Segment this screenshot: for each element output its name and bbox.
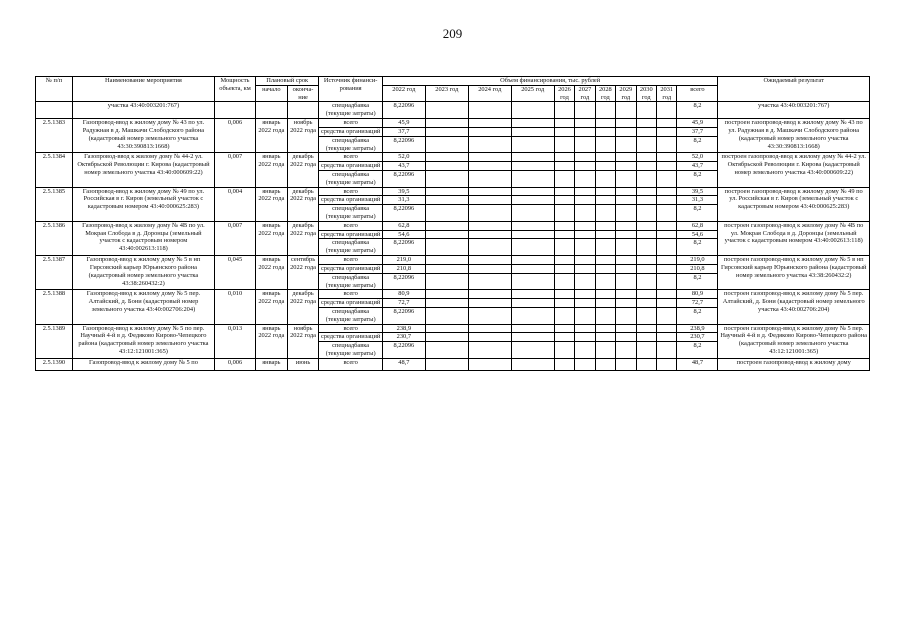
row-result: построен газопровод-ввод к жилому дому № 5 пер. Научный 4-й в д. Федяково Кирово-Чепецкого района (кадастровый номер земельного участка 43:12:121001:365): [718, 324, 870, 358]
header-name: Наименование мероприятия: [72, 77, 214, 102]
cell-2022: 52,0: [382, 153, 425, 162]
row-source-org: средства организаций: [319, 264, 382, 273]
cell-2022: 31,3: [382, 196, 425, 205]
cell-total: 37,7: [677, 127, 718, 136]
header-term-end: оконча-ние: [287, 85, 319, 102]
header-year: 2031 год: [657, 85, 677, 102]
row-source: спецнадбавка (текущие затраты): [319, 102, 382, 119]
row-source-all: всего: [319, 187, 382, 196]
row-end: сентябрь 2022 года: [287, 256, 319, 290]
header-year: 2022 год: [382, 85, 425, 102]
row-name: Газопровод-ввод к жилому дому № 5 по пер. Научный 4-й в д. Федяково Кирово-Чепецкого района (кадастровый номер земельного участка 43:12:121001:365): [72, 324, 214, 358]
row-start: январь 2022 года: [255, 290, 287, 324]
row-power: 0,006: [215, 119, 256, 153]
row-source-org: средства организаций: [319, 127, 382, 136]
cell-2022: 37,7: [382, 127, 425, 136]
cell-2022: 8,22096: [382, 102, 425, 119]
table-row: [36, 256, 870, 265]
cell-2022: 230,7: [382, 333, 425, 342]
cell-2022: 72,7: [382, 299, 425, 308]
cell-total: 8,2: [677, 102, 718, 119]
row-source-org: средства организаций: [319, 299, 382, 308]
row-end: июнь: [287, 358, 319, 370]
cell-total: 8,2: [677, 307, 718, 324]
cell-2022: 62,8: [382, 221, 425, 230]
cell-2022: 219,0: [382, 256, 425, 265]
row-start: январь 2022 года: [255, 153, 287, 187]
header-term: Плановый срок: [255, 77, 318, 86]
row-end: декабрь 2022 года: [287, 290, 319, 324]
row-name: Газопровод-ввод к жилому дому № 5 по: [72, 358, 214, 370]
header-year: 2024 год: [468, 85, 511, 102]
cell-total: 45,9: [677, 119, 718, 128]
row-source-spec: спецнадбавка (текущие затраты): [319, 239, 382, 256]
row-source-org: средства организаций: [319, 196, 382, 205]
row-power: 0,010: [215, 290, 256, 324]
row-result: построен газопровод-ввод к жилому дому № 43 по ул. Радужная в д. Машкачи Слободского района (кадастровый номер земельного участка 43:30:390813:1668): [718, 119, 870, 153]
row-num: 2.5.1385: [36, 187, 73, 221]
row-num: 2.5.1388: [36, 290, 73, 324]
cell-total: 8,2: [677, 273, 718, 290]
cell-total: 62,8: [677, 221, 718, 230]
row-source-all: всего: [319, 324, 382, 333]
row-result: построен газопровод-ввод к жилому дому № 5 пер. Алтайский, д. Бони (кадастровый номер земельного участка 43:40:002706:204): [718, 290, 870, 324]
row-start: январь: [255, 358, 287, 370]
cell-total: 48,7: [677, 358, 718, 370]
row-num: 2.5.1389: [36, 324, 73, 358]
row-source-org: средства организаций: [319, 230, 382, 239]
cell-2022: 8,22096: [382, 239, 425, 256]
row-result: построен газопровод-ввод к жилому дому № 44-2 ул. Октябрьской Революции г. Кирова (кадастровый номер земельного участка 43:40:000609:22): [718, 153, 870, 187]
header-year: 2028 год: [595, 85, 615, 102]
header-year: 2029 год: [616, 85, 636, 102]
cell-total: 8,2: [677, 170, 718, 187]
cell-2022: 45,9: [382, 119, 425, 128]
row-result: построен газопровод-ввод к жилому дому № 49 по ул. Российская в г. Киров (земельный участок с кадастровым номером 43:40:000625:283): [718, 187, 870, 221]
row-num: 2.5.1384: [36, 153, 73, 187]
row-end: ноябрь 2022 года: [287, 119, 319, 153]
cell-total: 54,6: [677, 230, 718, 239]
row-name: Газопровод-ввод к жилому дому № 4В по ул. Мокрая Слобода в д. Доронцы (земельный участок с кадастровым номером 43:40:002613:118): [72, 221, 214, 255]
row-start: январь 2022 года: [255, 187, 287, 221]
row-end: декабрь 2022 года: [287, 221, 319, 255]
header-year: 2030 год: [636, 85, 656, 102]
row-source-all: всего: [319, 358, 382, 370]
row-end: ноябрь 2022 года: [287, 324, 319, 358]
financing-table: [35, 76, 870, 371]
row-source-all: всего: [319, 119, 382, 128]
row-source-org: средства организаций: [319, 333, 382, 342]
row-num: 2.5.1386: [36, 221, 73, 255]
row-source-spec: спецнадбавка (текущие затраты): [319, 170, 382, 187]
row-power: 0,007: [215, 153, 256, 187]
cell-2022: 8,22096: [382, 170, 425, 187]
row-name: Газопровод-ввод к жилому дому № 44-2 ул. Октябрьской Революции г. Кирова (кадастровый номер земельного участка 43:40:000609:22): [72, 153, 214, 187]
cell-total: 8,2: [677, 239, 718, 256]
cell-2022: 210,8: [382, 264, 425, 273]
cell-total: 210,8: [677, 264, 718, 273]
header-year: 2025 год: [511, 85, 554, 102]
cell-total: 80,9: [677, 290, 718, 299]
table-row: [36, 290, 870, 299]
row-source-spec: спецнадбавка (текущие затраты): [319, 342, 382, 359]
cell-total: 31,3: [677, 196, 718, 205]
row-source-all: всего: [319, 153, 382, 162]
row-result: построен газопровод-ввод к жилому дому № 4В по ул. Мокрая Слобода в д. Доронцы (земельный участок с кадастровым номером 43:40:002613:118): [718, 221, 870, 255]
row-power: 0,045: [215, 256, 256, 290]
row-source-spec: спецнадбавка (текущие затраты): [319, 307, 382, 324]
row-result: построен газопровод-ввод к жилому дому: [718, 358, 870, 370]
row-source-all: всего: [319, 221, 382, 230]
row-start: январь 2022 года: [255, 119, 287, 153]
header-source: Источник финанси-рования: [319, 77, 382, 102]
cell-total: 8,2: [677, 205, 718, 222]
table-row: [36, 324, 870, 333]
row-start: январь 2022 года: [255, 221, 287, 255]
row-num: 2.5.1383: [36, 119, 73, 153]
cell-2022: 80,9: [382, 290, 425, 299]
cell-2022: 39,5: [382, 187, 425, 196]
header-volume: Объем финансирования, тыс. рублей: [382, 77, 718, 86]
cell-total: 8,2: [677, 342, 718, 359]
header-year: 2026 год: [554, 85, 574, 102]
table-row: [36, 153, 870, 162]
cell-2022: 8,22096: [382, 273, 425, 290]
page-number: 209: [442, 26, 463, 41]
row-name: Газопровод-ввод к жилому дому № 5 пер. Алтайский, д. Бони (кадастровый номер земельного участка 43:40:002706:204): [72, 290, 214, 324]
row-name: Газопровод-ввод к жилому дому № 43 по ул. Радужная в д. Машкачи Слободского района (кадастровый номер земельного участка 43:30:390813:1668): [72, 119, 214, 153]
header-term-start: начало: [255, 85, 287, 102]
cell-2022: 43,7: [382, 162, 425, 171]
cell-2022: 8,22096: [382, 136, 425, 153]
row-power: 0,007: [215, 221, 256, 255]
row-source-spec: спецнадбавка (текущие затраты): [319, 273, 382, 290]
cell-total: 39,5: [677, 187, 718, 196]
header-year: 2027 год: [575, 85, 595, 102]
cell-total: 238,9: [677, 324, 718, 333]
table-row: [36, 119, 870, 128]
cell-total: 219,0: [677, 256, 718, 265]
cell-total: 52,0: [677, 153, 718, 162]
row-source-all: всего: [319, 290, 382, 299]
header-total: всего: [677, 85, 718, 102]
row-source-org: средства организаций: [319, 162, 382, 171]
row-name: Газопровод-ввод к жилому дому № 49 по ул. Российская в г. Киров (земельный участок с кадастровым номером 43:40:000625:283): [72, 187, 214, 221]
table-row-partial: [36, 358, 870, 370]
cell-2022: 238,9: [382, 324, 425, 333]
cell-total: 72,7: [677, 299, 718, 308]
row-start: январь 2022 года: [255, 324, 287, 358]
row-result: участка 43:40:003201:767): [718, 102, 870, 119]
cell-total: 43,7: [677, 162, 718, 171]
cell-2022: 8,22096: [382, 307, 425, 324]
header-result: Ожидаемый результат: [718, 77, 870, 102]
header-num: № п/п: [36, 77, 73, 102]
row-source-spec: спецнадбавка (текущие затраты): [319, 136, 382, 153]
cell-total: 230,7: [677, 333, 718, 342]
cell-2022: 48,7: [382, 358, 425, 370]
row-name: участка 43:40:003201:767): [72, 102, 214, 119]
row-end: декабрь 2022 года: [287, 153, 319, 187]
cell-2022: 54,6: [382, 230, 425, 239]
row-result: построен газопровод-ввод к жилому дому № 5 в нп Гирсовский карьер Юрьянского района (кадастровый номер земельного участка 43:38:260432:2): [718, 256, 870, 290]
row-power: 0,006: [215, 358, 256, 370]
cell-2022: 8,22096: [382, 342, 425, 359]
table-row: [36, 221, 870, 230]
cell-total: 8,2: [677, 136, 718, 153]
table-row-continued: [36, 102, 870, 119]
row-num: 2.5.1387: [36, 256, 73, 290]
row-power: 0,004: [215, 187, 256, 221]
row-name: Газопровод-ввод к жилому дому № 5 в нп Гирсовский карьер Юрьянского района (кадастровый номер земельного участка 43:38:260432:2): [72, 256, 214, 290]
row-end: декабрь 2022 года: [287, 187, 319, 221]
header-year: 2023 год: [425, 85, 468, 102]
row-start: январь 2022 года: [255, 256, 287, 290]
row-source-spec: спецнадбавка (текущие затраты): [319, 205, 382, 222]
row-power: 0,013: [215, 324, 256, 358]
cell-2022: 8,22096: [382, 205, 425, 222]
row-num: 2.5.1390: [36, 358, 73, 370]
table-row: [36, 187, 870, 196]
row-source-all: всего: [319, 256, 382, 265]
header-power: Мощность объекта, км: [215, 77, 256, 102]
